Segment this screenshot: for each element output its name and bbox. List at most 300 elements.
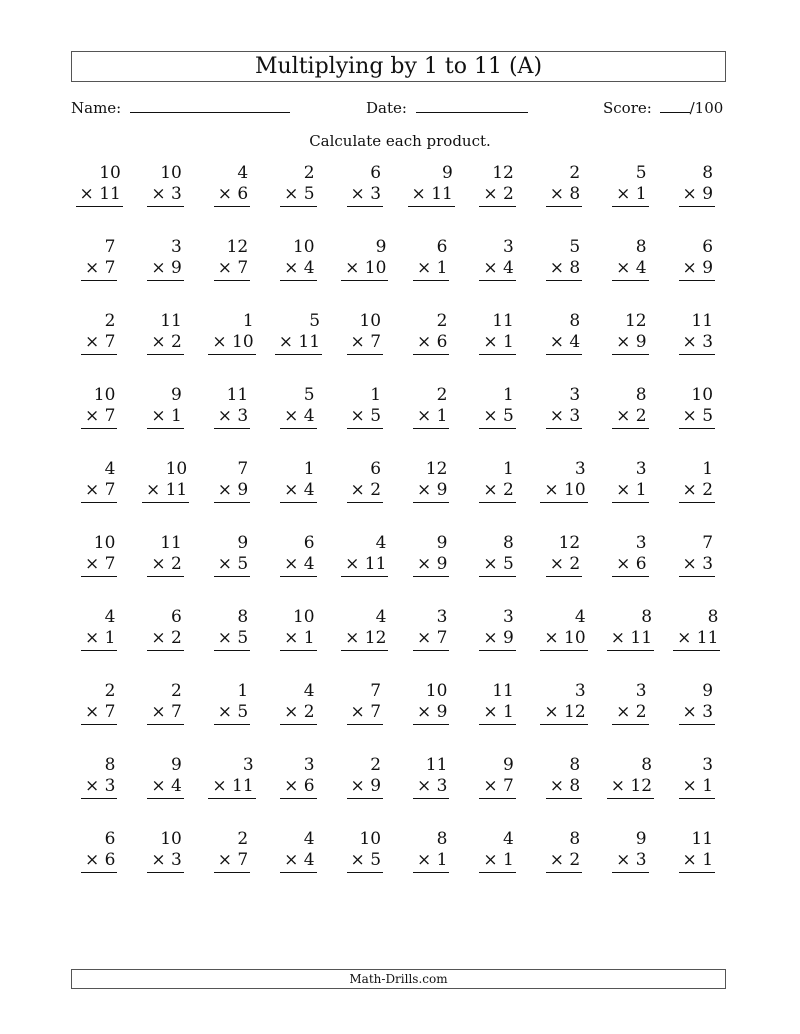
problem-stack <box>413 237 449 281</box>
times-sign: × <box>84 258 105 278</box>
problem-stack <box>679 163 715 207</box>
multiplier: 4 <box>303 480 315 500</box>
problem <box>398 607 464 681</box>
problem <box>132 459 198 533</box>
multiplier-line <box>679 554 715 577</box>
times-sign: × <box>284 776 304 796</box>
multiplier: 4 <box>635 258 647 278</box>
times-sign: × <box>284 258 304 278</box>
multiplier-line <box>280 406 316 429</box>
multiplier-line <box>546 406 582 429</box>
multiplicand: 7 <box>104 237 116 257</box>
multiplicand: 9 <box>375 237 387 257</box>
multiplier: 7 <box>104 406 116 426</box>
problem <box>66 385 132 459</box>
multiplicand: 4 <box>303 681 315 701</box>
problem <box>199 829 265 903</box>
multiplicand: 3 <box>635 681 647 701</box>
times-sign: × <box>217 628 238 648</box>
problem <box>265 829 331 903</box>
problem <box>132 755 198 829</box>
times-sign: × <box>544 702 564 722</box>
multiplier: 4 <box>503 258 514 278</box>
multiplicand: 10 <box>292 237 315 257</box>
multiplier-line <box>413 776 449 799</box>
footer-text: Math-Drills.com <box>349 972 448 986</box>
multiplier: 5 <box>370 850 382 870</box>
multiplier-line <box>147 776 183 799</box>
problem <box>199 755 265 829</box>
times-sign: × <box>616 406 636 426</box>
multiplier: 12 <box>364 628 387 648</box>
problem <box>464 163 530 237</box>
times-sign: × <box>483 850 503 870</box>
problem <box>664 607 730 681</box>
times-sign: × <box>416 628 437 648</box>
multiplier: 7 <box>503 776 514 796</box>
multiplier-line <box>546 850 582 873</box>
multiplicand: 3 <box>436 607 448 627</box>
multiplier-line <box>147 184 183 207</box>
problem-stack <box>147 681 183 725</box>
problem <box>332 459 398 533</box>
problem-stack <box>81 681 117 725</box>
multiplier-line <box>612 554 648 577</box>
multiplier: 5 <box>237 554 249 574</box>
multiplicand: 8 <box>702 163 714 183</box>
multiplier: 7 <box>104 554 116 574</box>
problem <box>597 459 663 533</box>
problem <box>132 829 198 903</box>
times-sign: × <box>284 406 304 426</box>
times-sign: × <box>616 480 636 500</box>
multiplicand: 10 <box>425 681 448 701</box>
times-sign: × <box>350 480 371 500</box>
multiplicand: 12 <box>425 459 448 479</box>
multiplier-line <box>81 406 117 429</box>
multiplicand: 12 <box>558 533 581 553</box>
multiplier: 7 <box>104 332 116 352</box>
problem <box>66 237 132 311</box>
multiplicand: 12 <box>226 237 249 257</box>
problem-stack <box>546 385 582 429</box>
times-sign: × <box>217 258 238 278</box>
times-sign: × <box>416 702 437 722</box>
times-sign: × <box>217 184 238 204</box>
problem-stack <box>479 163 515 207</box>
problem <box>332 163 398 237</box>
problem-stack <box>540 681 587 725</box>
problem-stack <box>347 311 383 355</box>
times-sign: × <box>84 554 105 574</box>
times-sign: × <box>616 554 636 574</box>
multiplier-line <box>280 258 316 281</box>
multiplicand: 5 <box>309 311 321 331</box>
multiplicand: 3 <box>574 681 586 701</box>
multiplier-line <box>280 554 316 577</box>
multiplier: 12 <box>564 702 586 722</box>
problem-stack <box>612 681 648 725</box>
problem-stack <box>147 607 183 651</box>
multiplier-line <box>540 628 587 651</box>
multiplier-line <box>147 702 183 725</box>
times-sign: × <box>549 184 570 204</box>
multiplier: 5 <box>503 554 514 574</box>
problem <box>531 311 597 385</box>
problem <box>398 829 464 903</box>
problem <box>66 681 132 755</box>
multiplier: 11 <box>431 184 453 204</box>
multiplicand: 9 <box>171 385 182 405</box>
multiplicand: 8 <box>503 533 514 553</box>
times-sign: × <box>483 406 503 426</box>
multiplier: 2 <box>569 554 581 574</box>
multiplier-line <box>479 776 515 799</box>
problem <box>464 681 530 755</box>
times-sign: × <box>544 480 564 500</box>
multiplier-line <box>280 702 316 725</box>
problem <box>664 829 730 903</box>
multiplicand: 3 <box>242 755 254 775</box>
times-sign: × <box>284 184 304 204</box>
problem-stack <box>679 533 715 577</box>
problem-stack <box>479 533 515 577</box>
multiplier-line <box>540 480 587 503</box>
multiplicand: 2 <box>104 681 116 701</box>
problem <box>66 607 132 681</box>
times-sign: × <box>682 480 703 500</box>
times-sign: × <box>79 184 100 204</box>
multiplicand: 3 <box>503 607 514 627</box>
multiplier-line <box>347 406 383 429</box>
multiplicand: 9 <box>503 755 514 775</box>
problem <box>199 385 265 459</box>
multiplicand: 5 <box>303 385 315 405</box>
times-sign: × <box>345 258 365 278</box>
multiplicand: 11 <box>425 755 448 775</box>
worksheet-title <box>71 51 726 82</box>
problem <box>199 681 265 755</box>
multiplier-line <box>413 332 449 355</box>
problem-stack <box>214 459 250 503</box>
problem-stack <box>147 533 183 577</box>
multiplier: 4 <box>303 554 315 574</box>
instruction-text: Calculate each product. <box>309 132 491 150</box>
multiplier: 4 <box>569 332 581 352</box>
multiplier: 3 <box>569 406 581 426</box>
multiplier-line <box>347 332 383 355</box>
multiplier-line <box>612 850 648 873</box>
multiplier: 3 <box>702 702 714 722</box>
multiplier-line <box>81 332 117 355</box>
problem <box>664 459 730 533</box>
problem <box>132 311 198 385</box>
multiplicand: 1 <box>503 385 514 405</box>
problem <box>531 459 597 533</box>
multiplier-line <box>214 702 250 725</box>
times-sign: × <box>416 850 437 870</box>
multiplicand: 3 <box>574 459 586 479</box>
times-sign: × <box>84 628 105 648</box>
multiplicand: 8 <box>635 385 647 405</box>
multiplier: 1 <box>171 406 182 426</box>
multiplicand: 11 <box>160 533 182 553</box>
multiplier-line <box>612 702 648 725</box>
multiplier-line <box>147 406 183 429</box>
problem <box>664 237 730 311</box>
multiplier-line <box>679 850 715 873</box>
problem-stack <box>612 533 648 577</box>
problem-stack <box>479 681 515 725</box>
problem-stack <box>275 311 322 355</box>
multiplicand: 10 <box>99 163 121 183</box>
multiplicand: 1 <box>237 681 249 701</box>
problem <box>265 459 331 533</box>
problem-stack <box>546 311 582 355</box>
problem <box>66 311 132 385</box>
multiplier-line <box>413 850 449 873</box>
multiplier-line <box>347 184 383 207</box>
multiplicand: 3 <box>171 237 182 257</box>
multiplier: 3 <box>171 184 182 204</box>
problem <box>199 459 265 533</box>
problem <box>265 237 331 311</box>
times-sign: × <box>682 554 703 574</box>
multiplicand: 10 <box>359 311 382 331</box>
problem <box>531 607 597 681</box>
multiplier: 1 <box>436 406 448 426</box>
multiplicand: 3 <box>569 385 581 405</box>
times-sign: × <box>416 554 437 574</box>
problem <box>597 237 663 311</box>
problem <box>531 533 597 607</box>
multiplier-line <box>81 850 117 873</box>
times-sign: × <box>416 258 437 278</box>
multiplicand: 8 <box>569 311 581 331</box>
times-sign: × <box>610 628 631 648</box>
multiplier: 2 <box>303 702 315 722</box>
multiplicand: 9 <box>436 533 448 553</box>
multiplier-line <box>81 776 117 799</box>
multiplier-line <box>612 406 648 429</box>
problem-stack <box>81 829 117 873</box>
multiplier: 1 <box>436 850 448 870</box>
problem <box>332 311 398 385</box>
multiplier: 2 <box>702 480 714 500</box>
problem <box>398 459 464 533</box>
problem <box>66 459 132 533</box>
problem <box>597 755 663 829</box>
times-sign: × <box>278 332 299 352</box>
problem-stack <box>612 237 648 281</box>
multiplier: 1 <box>702 776 714 796</box>
problem-stack <box>679 459 715 503</box>
problem-stack <box>540 607 587 651</box>
multiplicand: 2 <box>370 755 382 775</box>
multiplier-line <box>408 184 455 207</box>
multiplier: 9 <box>370 776 382 796</box>
problem-stack <box>612 829 648 873</box>
multiplicand: 10 <box>160 829 182 849</box>
times-sign: × <box>682 332 703 352</box>
times-sign: × <box>84 850 105 870</box>
multiplicand: 3 <box>635 533 647 553</box>
multiplier-line <box>546 184 582 207</box>
multiplicand: 8 <box>641 607 653 627</box>
multiplier: 3 <box>635 850 647 870</box>
multiplicand: 4 <box>303 829 315 849</box>
multiplier-line <box>208 776 255 799</box>
multiplier-line <box>546 332 582 355</box>
problem-stack <box>208 311 255 355</box>
problem <box>398 533 464 607</box>
times-sign: × <box>549 332 570 352</box>
multiplier: 5 <box>237 628 249 648</box>
problem <box>332 607 398 681</box>
multiplier-line <box>214 850 250 873</box>
multiplier: 5 <box>370 406 382 426</box>
multiplier-line <box>612 480 648 503</box>
multiplier-line <box>214 258 250 281</box>
times-sign: × <box>151 258 171 278</box>
multiplier: 7 <box>171 702 182 722</box>
problem-stack <box>280 755 316 799</box>
problem-stack <box>81 755 117 799</box>
multiplicand: 2 <box>171 681 182 701</box>
problem-stack <box>413 385 449 429</box>
problem-stack <box>214 829 250 873</box>
problem <box>464 607 530 681</box>
problem-stack <box>679 311 715 355</box>
multiplicand: 10 <box>292 607 315 627</box>
problem-stack <box>280 385 316 429</box>
multiplicand: 6 <box>370 163 382 183</box>
times-sign: × <box>483 480 503 500</box>
multiplier: 11 <box>696 628 719 648</box>
problem-stack <box>413 607 449 651</box>
times-sign: × <box>350 406 371 426</box>
problem-stack <box>81 607 117 651</box>
multiplier-line <box>413 554 449 577</box>
times-sign: × <box>145 480 166 500</box>
problem-stack <box>76 163 123 207</box>
times-sign: × <box>212 776 232 796</box>
score-field <box>603 98 723 117</box>
times-sign: × <box>151 554 171 574</box>
times-sign: × <box>84 702 105 722</box>
problem <box>66 533 132 607</box>
multiplier-line <box>347 776 383 799</box>
problem-stack <box>347 681 383 725</box>
multiplier: 3 <box>370 184 382 204</box>
multiplicand: 8 <box>707 607 719 627</box>
times-sign: × <box>151 184 171 204</box>
multiplier: 10 <box>564 480 586 500</box>
multiplier: 9 <box>503 628 514 648</box>
problem-stack <box>147 163 183 207</box>
multiplier-line <box>612 258 648 281</box>
footer <box>71 969 726 989</box>
multiplier-line <box>479 258 515 281</box>
problem <box>597 829 663 903</box>
problem-stack <box>214 607 250 651</box>
multiplier: 11 <box>298 332 321 352</box>
multiplicand: 11 <box>160 311 182 331</box>
problem <box>664 163 730 237</box>
problem-stack <box>408 163 455 207</box>
multiplier: 3 <box>237 406 249 426</box>
multiplier: 11 <box>630 628 653 648</box>
date-label: Date: <box>366 99 407 117</box>
multiplicand: 10 <box>93 533 116 553</box>
problem-stack <box>347 385 383 429</box>
multiplicand: 2 <box>569 163 581 183</box>
multiplier-line <box>147 554 183 577</box>
times-sign: × <box>350 184 371 204</box>
multiplicand: 10 <box>359 829 382 849</box>
multiplicand: 6 <box>370 459 382 479</box>
problem-stack <box>147 829 183 873</box>
multiplier-line <box>214 554 250 577</box>
problem-stack <box>479 459 515 503</box>
times-sign: × <box>284 702 304 722</box>
problem-stack <box>280 459 316 503</box>
multiplicand: 2 <box>104 311 116 331</box>
problem-stack <box>280 533 316 577</box>
problem-stack <box>413 681 449 725</box>
multiplier: 2 <box>171 554 182 574</box>
multiplicand: 8 <box>436 829 448 849</box>
problem-stack <box>679 237 715 281</box>
multiplicand: 4 <box>104 459 116 479</box>
times-sign: × <box>549 406 570 426</box>
multiplier: 2 <box>635 406 647 426</box>
multiplier: 7 <box>104 258 116 278</box>
problem <box>132 385 198 459</box>
name-field <box>71 98 290 117</box>
problem-stack <box>147 237 183 281</box>
multiplier-line <box>147 850 183 873</box>
name-blank <box>130 98 290 113</box>
multiplicand: 9 <box>635 829 647 849</box>
times-sign: × <box>84 332 105 352</box>
times-sign: × <box>483 628 503 648</box>
problem <box>597 607 663 681</box>
name-label: Name: <box>71 99 122 117</box>
multiplicand: 8 <box>635 237 647 257</box>
problem-stack <box>280 237 316 281</box>
problem-grid <box>66 163 730 903</box>
problem <box>66 755 132 829</box>
times-sign: × <box>151 332 171 352</box>
times-sign: × <box>217 554 238 574</box>
problem-stack <box>546 237 582 281</box>
multiplier-line <box>479 554 515 577</box>
multiplier: 3 <box>436 776 448 796</box>
times-sign: × <box>682 258 703 278</box>
times-sign: × <box>350 850 371 870</box>
problem <box>664 755 730 829</box>
multiplier: 6 <box>303 776 315 796</box>
multiplier: 3 <box>702 332 714 352</box>
problem-stack <box>142 459 189 503</box>
problem <box>199 533 265 607</box>
multiplicand: 11 <box>492 311 514 331</box>
problem <box>66 829 132 903</box>
multiplier: 1 <box>635 480 647 500</box>
problem-stack <box>81 533 117 577</box>
multiplicand: 3 <box>303 755 315 775</box>
